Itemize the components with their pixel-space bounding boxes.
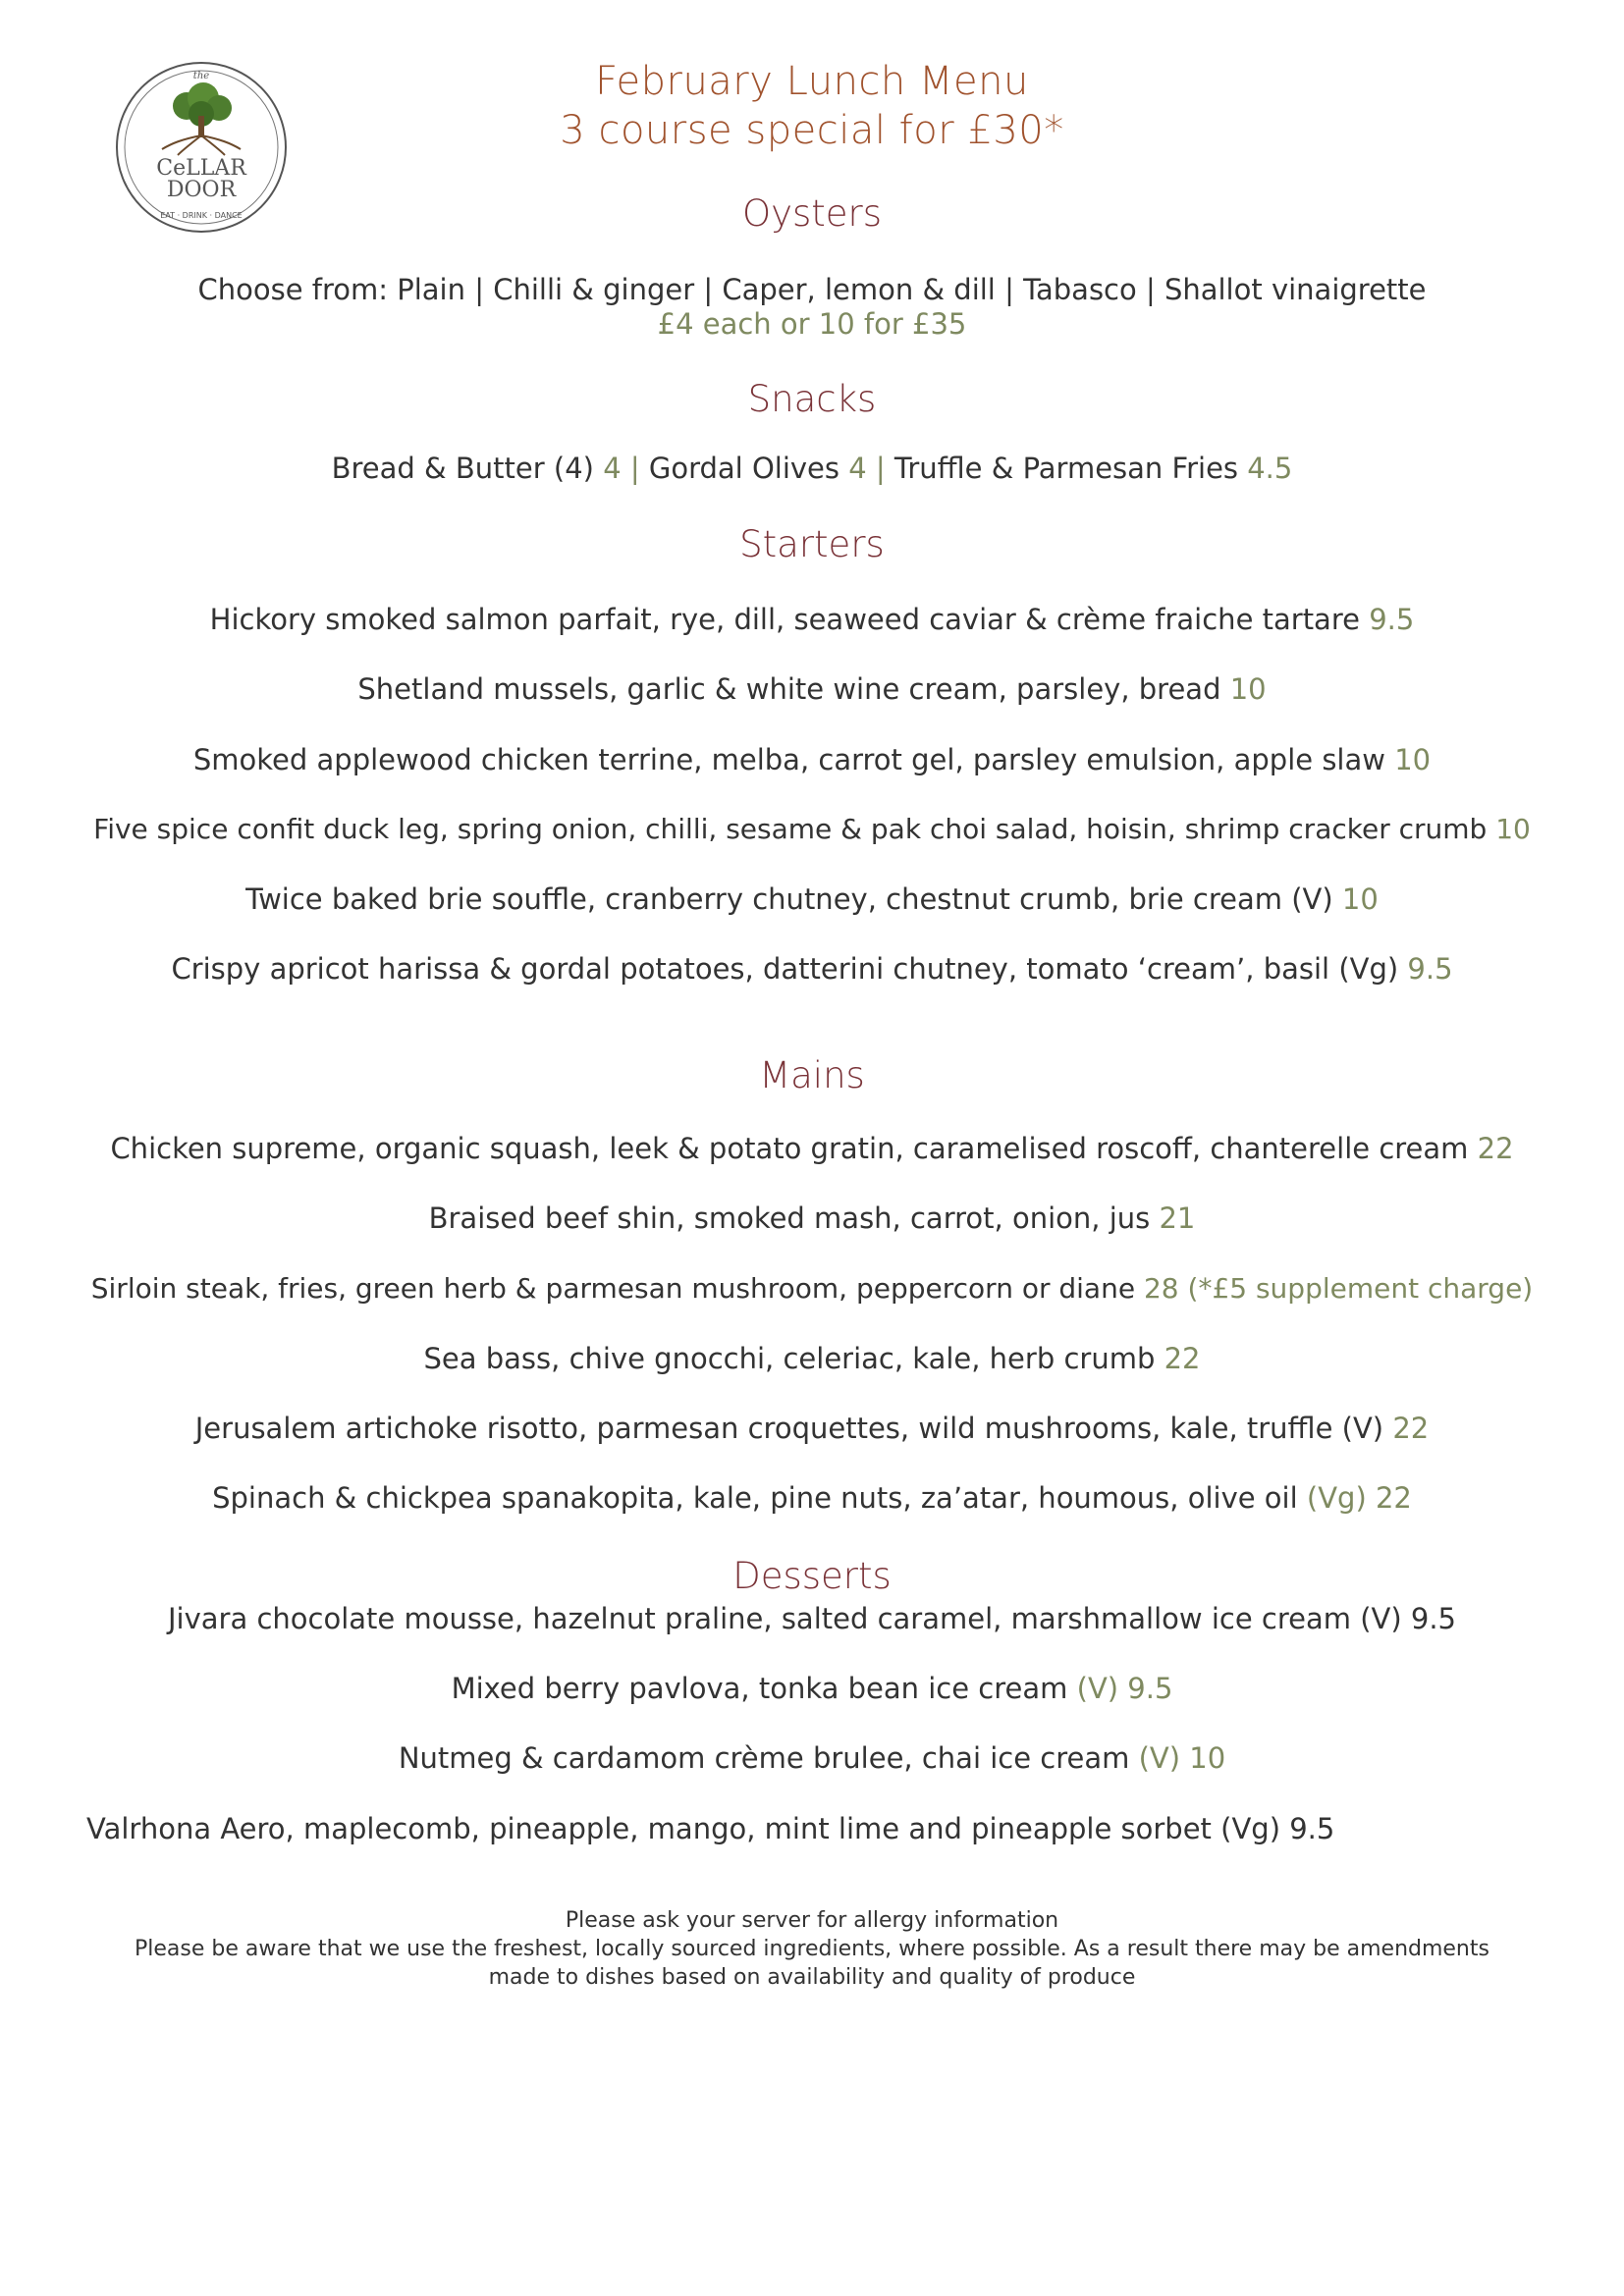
starter-price: 9.5 xyxy=(1407,952,1453,986)
main-item xyxy=(0,1132,1624,1165)
dessert-price: (V) 10 xyxy=(1138,1741,1226,1775)
main-name: Braised beef shin, smoked mash, carrot, onion, jus xyxy=(428,1201,1151,1235)
logo-tagline: EAT · DRINK · DANCE xyxy=(160,211,243,220)
snacks-heading: Snacks xyxy=(747,378,877,420)
dessert-price: (V) 9.5 xyxy=(1076,1672,1173,1705)
logo-name-line1: CeLLAR xyxy=(156,156,246,181)
main-price: (Vg) 22 xyxy=(1306,1481,1412,1515)
dessert-name: Jivara chocolate mousse, hazelnut praline, salted caramel, marshmallow ice cream (V) 9.5 xyxy=(167,1602,1457,1635)
dessert-name: Valrhona Aero, maplecomb, pineapple, mango, mint lime and pineapple sorbet (Vg) 9.5 xyxy=(86,1812,1335,1845)
starter-name: Shetland mussels, garlic & white wine cream, parsley, bread xyxy=(357,672,1221,706)
main-item xyxy=(0,1272,1624,1305)
starter-name: Hickory smoked salmon parfait, rye, dill, seaweed caviar & crème fraiche tartare xyxy=(209,603,1360,636)
snack-item-name: Truffle & Parmesan Fries xyxy=(893,452,1239,485)
starter-item xyxy=(0,952,1624,986)
starter-item xyxy=(0,603,1624,636)
starters-heading: Starters xyxy=(739,523,885,565)
ingredients-note: Please be aware that we use the freshest, locally sourced ingredients, where possible. As a result there may be amendments xyxy=(135,1937,1489,1961)
main-price: 21 xyxy=(1159,1201,1196,1235)
oysters-choices: Choose from: Plain | Chilli & ginger | Caper, lemon & dill | Tabasco | Shallot vinaigrette xyxy=(197,273,1427,306)
oysters-heading: Oysters xyxy=(741,192,883,235)
main-name: Sea bass, chive gnocchi, celeriac, kale, herb crumb xyxy=(423,1342,1156,1375)
starter-name: Five spice confit duck leg, spring onion, chilli, sesame & pak choi salad, hoisin, shrimp cracker crumb xyxy=(93,813,1488,845)
main-name: Chicken supreme, organic squash, leek & potato gratin, caramelised roscoff, chanterelle cream xyxy=(110,1132,1469,1165)
starter-name: Twice baked brie souffle, cranberry chutney, chestnut crumb, brie cream (V) xyxy=(245,882,1333,916)
starter-item xyxy=(0,672,1624,706)
main-name: Jerusalem artichoke risotto, parmesan croquettes, wild mushrooms, kale, truffle (V) xyxy=(194,1412,1384,1445)
main-price: 22 xyxy=(1164,1342,1201,1375)
main-price: 22 xyxy=(1477,1132,1514,1165)
main-item xyxy=(0,1201,1624,1235)
oysters-price: £4 each or 10 for £35 xyxy=(657,307,967,341)
snack-item-name: Gordal Olives xyxy=(648,452,839,485)
menu-title: February Lunch Menu xyxy=(595,59,1029,104)
starter-price: 10 xyxy=(1341,882,1379,916)
snacks-line xyxy=(0,452,1624,485)
starter-price: 10 xyxy=(1394,743,1432,776)
snack-separator: | xyxy=(629,452,640,485)
dessert-item xyxy=(86,1812,1559,1845)
snack-item-price: 4 xyxy=(603,452,622,485)
main-name: Sirloin steak, fries, green herb & parmesan mushroom, peppercorn or diane xyxy=(90,1272,1136,1305)
main-item xyxy=(0,1342,1624,1375)
snack-item-name: Bread & Butter (4) xyxy=(331,452,594,485)
dessert-item xyxy=(0,1602,1624,1635)
dessert-name: Mixed berry pavlova, tonka bean ice cream xyxy=(451,1672,1068,1705)
starter-price: 9.5 xyxy=(1369,603,1415,636)
starter-item xyxy=(0,743,1624,776)
mains-heading: Mains xyxy=(759,1054,865,1096)
ingredients-note-continued: made to dishes based on availability and quality of produce xyxy=(488,1965,1136,1990)
desserts-heading: Desserts xyxy=(732,1555,892,1597)
snack-item-price: 4 xyxy=(848,452,867,485)
menu-subtitle: 3 course special for £30* xyxy=(560,108,1064,153)
main-item xyxy=(0,1481,1624,1515)
logo-name-line2: DOOR xyxy=(166,178,237,202)
dessert-item xyxy=(0,1672,1624,1705)
main-price: 22 xyxy=(1392,1412,1430,1445)
main-item xyxy=(0,1412,1624,1445)
dessert-name: Nutmeg & cardamom crème brulee, chai ice cream xyxy=(398,1741,1130,1775)
logo-top-text: the xyxy=(192,71,210,81)
snack-item-price: 4.5 xyxy=(1247,452,1293,485)
starter-item xyxy=(0,813,1624,845)
main-price: 28 (*£5 supplement charge) xyxy=(1143,1272,1534,1305)
starter-item xyxy=(0,882,1624,916)
dessert-item xyxy=(0,1741,1624,1775)
starter-name: Crispy apricot harissa & gordal potatoes, datterini chutney, tomato ‘cream’, basil (Vg) xyxy=(171,952,1399,986)
starter-price: 10 xyxy=(1495,813,1531,845)
starter-price: 10 xyxy=(1229,672,1267,706)
starter-name: Smoked applewood chicken terrine, melba, carrot gel, parsley emulsion, apple slaw xyxy=(192,743,1385,776)
allergy-note: Please ask your server for allergy information xyxy=(565,1908,1059,1933)
snack-separator: | xyxy=(875,452,886,485)
main-name: Spinach & chickpea spanakopita, kale, pine nuts, za’atar, houmous, olive oil xyxy=(212,1481,1298,1515)
